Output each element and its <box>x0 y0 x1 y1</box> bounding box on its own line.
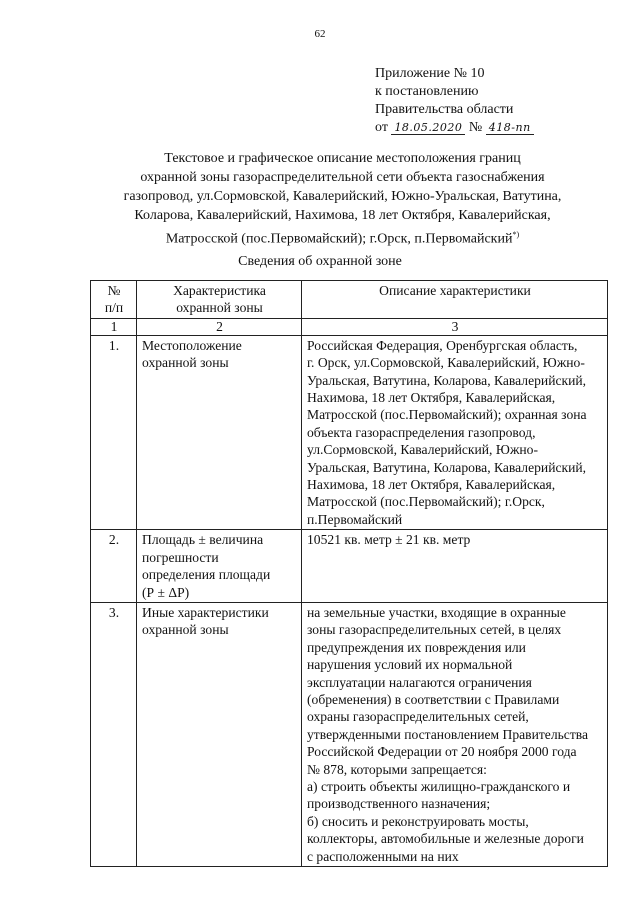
page-number: 62 <box>314 28 326 40</box>
table-header-row <box>91 281 608 319</box>
appendix-government-line: Правительства области <box>375 102 514 117</box>
appendix-date-line <box>375 119 534 137</box>
title-line-4: Коларова, Кавалерийский, Нахимова, 18 лет Октября, Кавалерийская, <box>134 208 551 223</box>
column-number-1: 1 <box>91 318 137 335</box>
column-numbering-row <box>91 318 608 335</box>
table-row <box>91 335 608 529</box>
title-line-1: Текстовое и графическое описание местоположения границ <box>164 151 521 166</box>
title-line-5-text: Матросской (пос.Первомайский); г.Орск, п.Первомайский <box>165 231 513 247</box>
header-characteristic: Характеристика охранной зоны <box>137 281 302 319</box>
table-row <box>91 602 608 866</box>
appendix-from-label: от <box>375 120 388 135</box>
row-description: Российская Федерация, Оренбургская область, г. Орск, ул.Сормовской, Кавалерийский, Южно- Уральская, Ватутина, Коларова, Кавалерийский, Нахимова, 18 лет Октября, Кавалерийская, Матросской (пос.Первомайский); охранная зона объекта газораспределения газопровод, ул.Сормовской, Кавалерийский, Южно- Уральская, Ватутина, Коларова, Кавалерийский, Нахимова, 18 лет Октября, Кавалерийская, Матросской (пос.Первомайский); г.Орск, п.Первомайский <box>302 335 608 529</box>
row-number: 3. <box>91 602 137 866</box>
appendix-number-label: № <box>468 120 483 135</box>
protection-zone-table <box>90 280 608 867</box>
row-number: 1. <box>91 335 137 529</box>
appendix-block <box>375 65 534 137</box>
column-number-2: 2 <box>137 318 302 335</box>
column-number-3: 3 <box>302 318 608 335</box>
section-subtitle: Сведения об охранной зоне <box>238 254 402 269</box>
row-description: на земельные участки, входящие в охранные зоны газораспределительных сетей, в целях предупреждения их повреждения или нарушения условий их нормальной эксплуатации налагаются ограничения (обременения) в соответствии с Правилами охраны газораспределительных сетей, утвержденными постановлением Правительства Российской Федерации от 20 ноября 2000 года № 878, которыми запрещается: а) строить объекты жилищно-гражданского и производственного назначения; б) сносить и реконструировать мосты, коллекторы, автомобильные и железные дороги с расположенными на них <box>302 602 608 866</box>
appendix-title: Приложение № 10 <box>375 66 485 81</box>
header-description: Описание характеристики <box>302 281 608 319</box>
row-characteristic: Местоположение охранной зоны <box>137 335 302 529</box>
title-line-2: охранной зоны газораспределительной сети объекта газоснабжения <box>140 170 545 185</box>
row-description: 10521 кв. метр ± 21 кв. метр <box>302 530 608 603</box>
appendix-resolution-line: к постановлению <box>375 84 479 99</box>
appendix-number: 418-пп <box>486 121 534 135</box>
footnote-mark: *) <box>512 230 520 239</box>
appendix-date: 18.05.2020 <box>391 121 465 135</box>
title-line-5 <box>80 225 605 249</box>
document-title <box>80 149 605 249</box>
row-number: 2. <box>91 530 137 603</box>
row-characteristic: Иные характеристики охранной зоны <box>137 602 302 866</box>
header-num: № п/п <box>91 281 137 319</box>
row-characteristic: Площадь ± величина погрешности определения площади (Р ± ΔР) <box>137 530 302 603</box>
table-row <box>91 530 608 603</box>
title-line-3: газопровод, ул.Сормовской, Кавалерийский, Южно-Уральская, Ватутина, <box>123 189 562 204</box>
